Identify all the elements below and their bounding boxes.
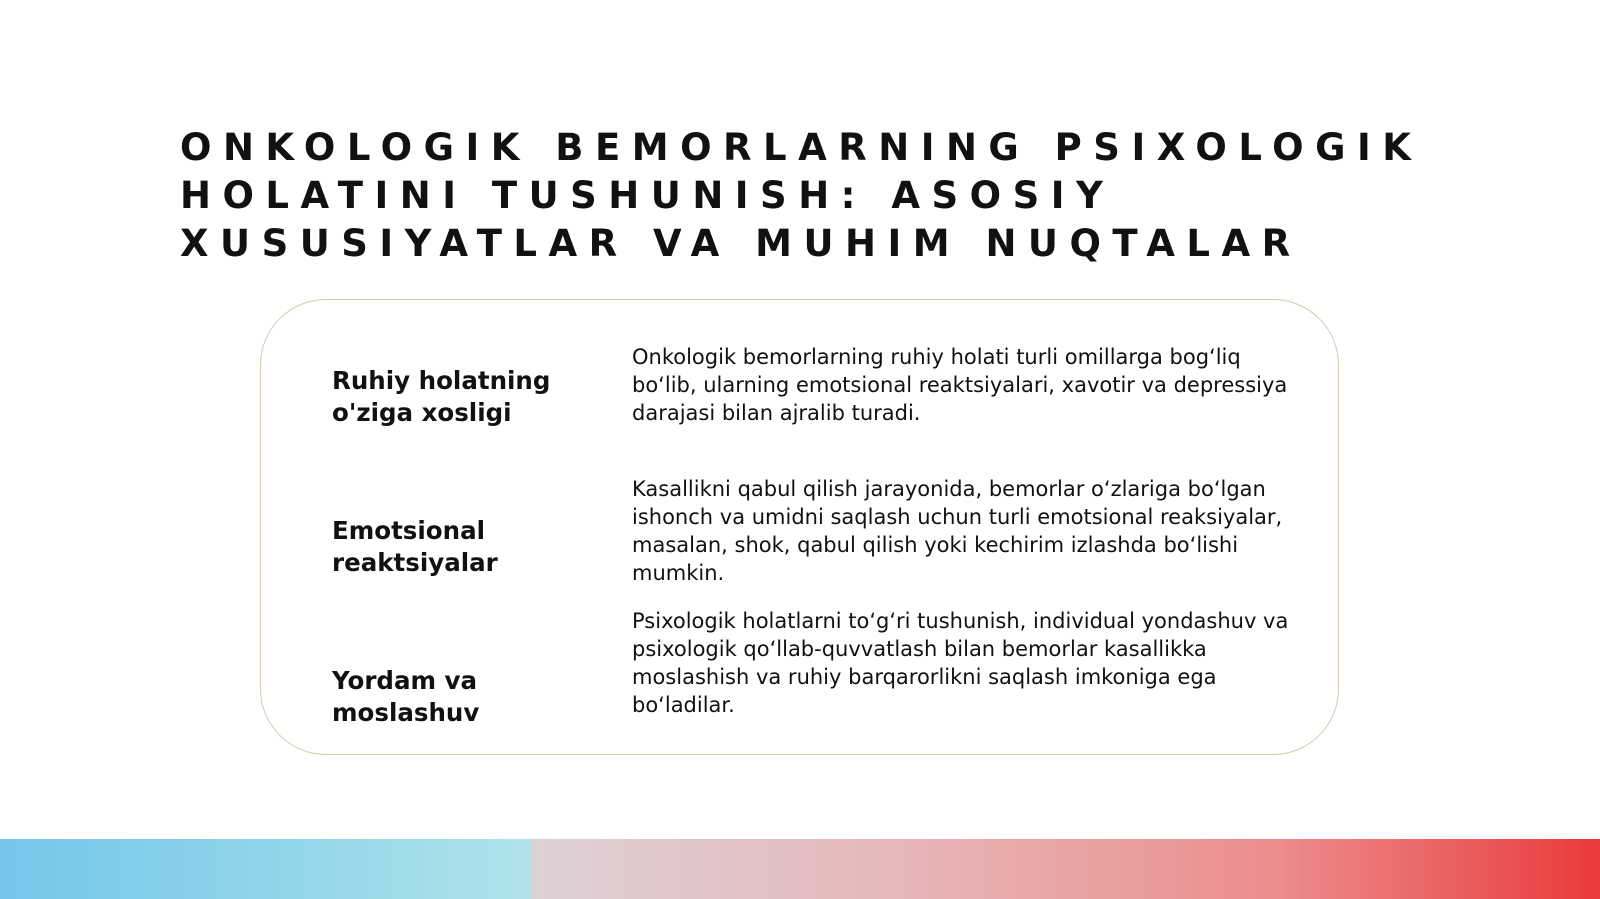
footer-gradient-bar [0,839,1600,899]
row-text: Kasallikni qabul qilish jarayonida, bemorlar o‘zlariga bo‘lgan ishonch va umidni saqlash uchun turli emotsional reaksiyalar, masalan, shok, qabul qilish yoki kechirim izlashda bo‘lishi mumkin. [632,477,1283,585]
row-text: Psixologik holatlarni to‘g‘ri tushunish, individual yondashuv va psixologik qo‘llab-quvvatlash bilan bemorlar kasallikka moslashish va ruhiy barqarorlikni saqlash imkoniga ega bo‘ladilar. [632,609,1289,717]
content-card [260,299,1339,755]
row-text: Onkologik bemorlarning ruhiy holati turli omillarga bog‘liq bo‘lib, ularning emotsional reaktsiyalari, xavotir va depressiya darajasi bilan ajralib turadi. [632,345,1288,425]
footer-bar-red [531,839,1600,899]
row-label: Yordam va moslashuv [332,666,480,727]
row-label: Emotsional reaktsiyalar [332,516,498,577]
footer-bar-blue [0,839,531,899]
slide-title: ONKOLOGIK BEMORLARNING PSIXOLOGIK HOLATINI TUSHUNISH: ASOSIY XUSUSIYATLAR VA MUHIM NUQTALAR [180,126,1423,265]
row-label: Ruhiy holatning o'ziga xosligi [332,366,551,427]
